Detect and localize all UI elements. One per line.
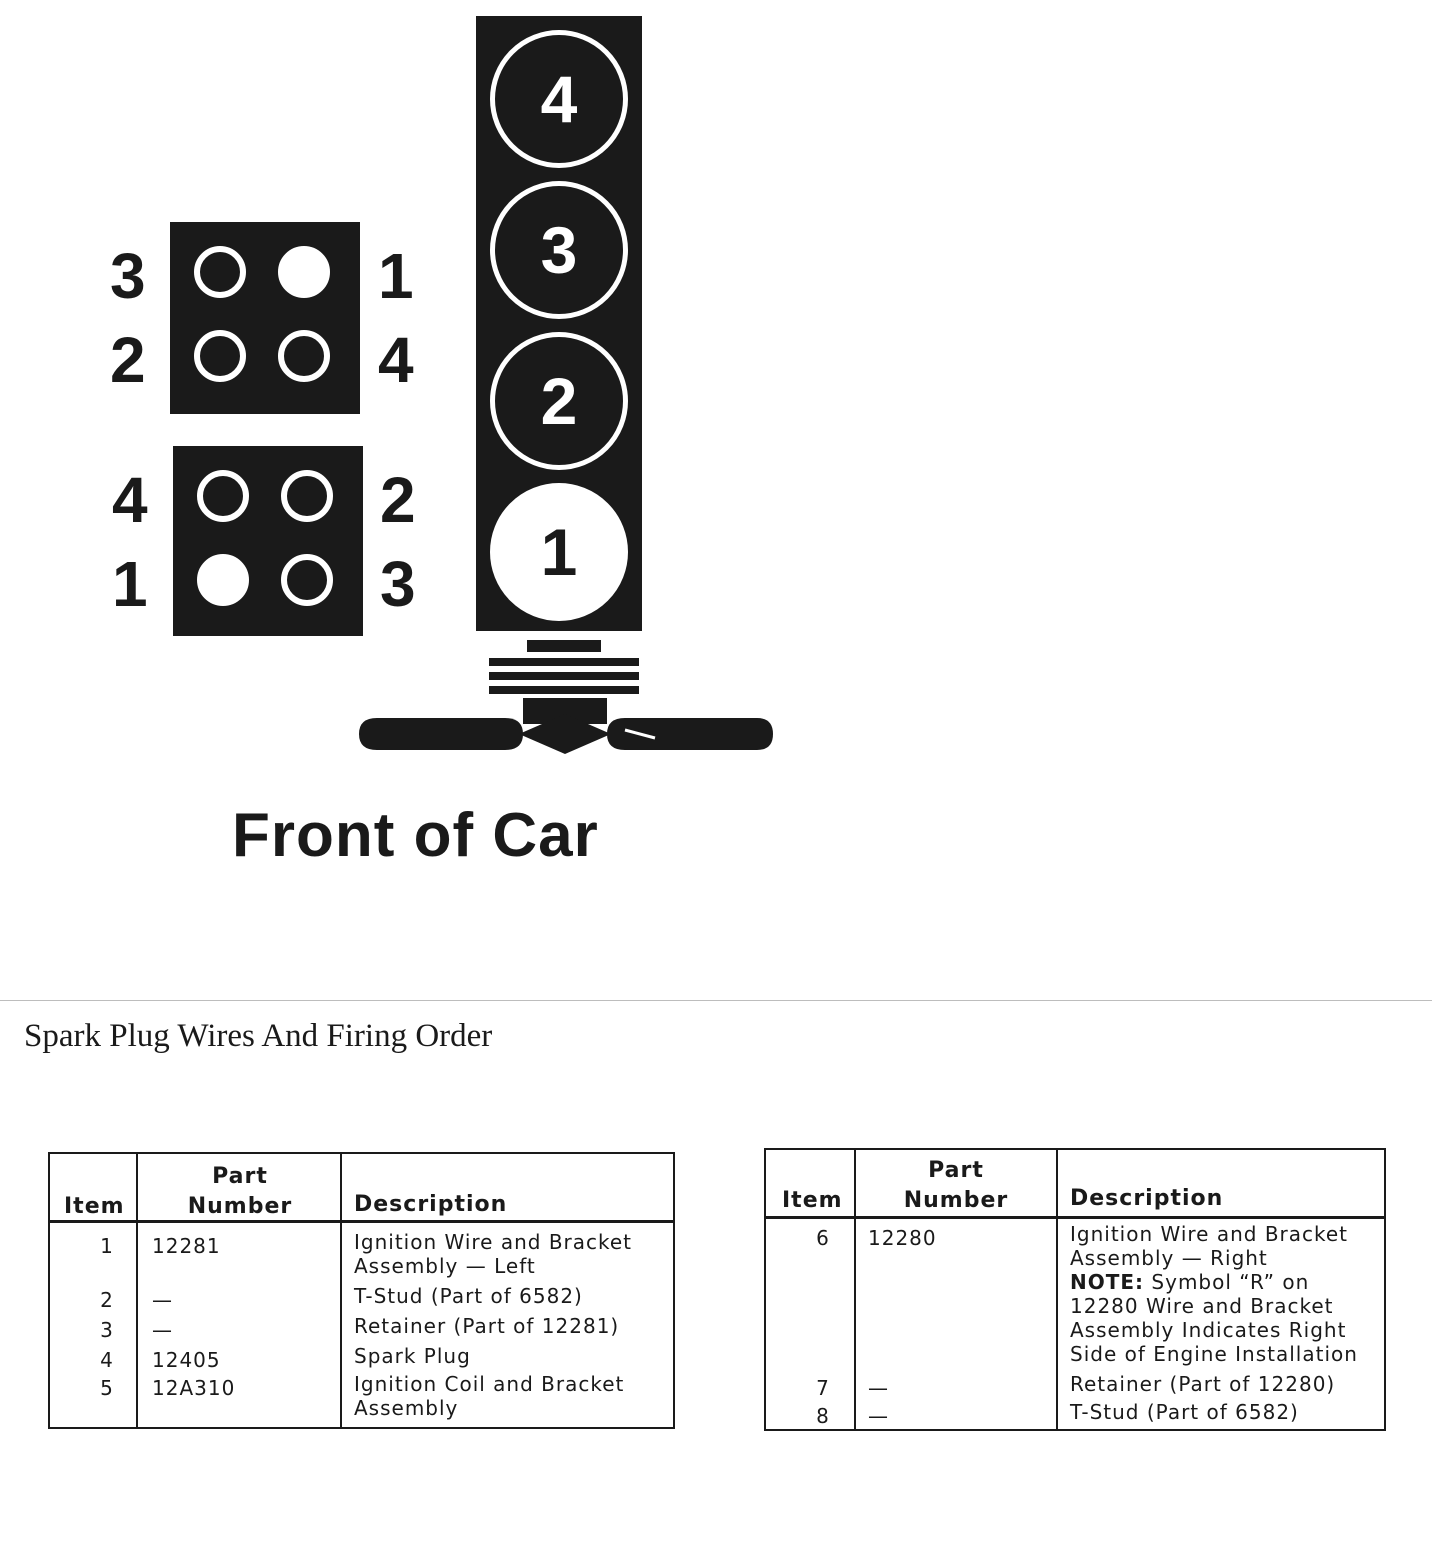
- header-description: Description: [354, 1192, 508, 1217]
- cell-part-number: 12281: [152, 1234, 221, 1258]
- cylinder-bank: [476, 16, 642, 631]
- coil-tower: [278, 330, 330, 382]
- cell-item: 8: [816, 1404, 830, 1428]
- coil-tower: [194, 330, 246, 382]
- cell-part-number: —: [152, 1288, 173, 1312]
- header-item: Item: [64, 1194, 125, 1219]
- header-part-number: Part Number: [187, 1164, 293, 1219]
- cylinder-2: 2: [490, 332, 628, 470]
- header-part-number: Part Number: [903, 1158, 1009, 1213]
- figure-caption: Spark Plug Wires And Firing Order: [24, 1018, 493, 1054]
- cylinder-4: 4: [490, 30, 628, 168]
- cell-part-number: —: [868, 1376, 889, 1400]
- cell-item: 4: [100, 1348, 114, 1372]
- cell-description: T-Stud (Part of 6582): [354, 1284, 583, 1308]
- cell-part-number: —: [152, 1318, 173, 1342]
- coil-tower-active: [197, 554, 249, 606]
- cylinder-1: 1: [490, 483, 628, 621]
- header-item: Item: [782, 1188, 843, 1213]
- crank-pulley-icon: [355, 636, 775, 756]
- coil-lower-label-right-top: 2: [380, 464, 416, 536]
- cell-item: 7: [816, 1376, 830, 1400]
- coil-upper-label-left-bottom: 2: [110, 324, 146, 396]
- cell-part-number: 12A310: [152, 1376, 236, 1400]
- coil-tower: [281, 470, 333, 522]
- section-divider: [0, 1000, 1432, 1001]
- coil-upper-label-right-top: 1: [378, 240, 414, 312]
- cell-part-number: —: [868, 1404, 889, 1428]
- cell-description: Retainer (Part of 12280): [1070, 1372, 1336, 1396]
- cell-description: Retainer (Part of 12281): [354, 1314, 620, 1338]
- parts-table-right: [764, 1148, 1386, 1431]
- parts-table-left: [48, 1152, 675, 1429]
- cell-item: 2: [100, 1288, 114, 1312]
- coil-upper-label-left-top: 3: [110, 240, 146, 312]
- cell-description: T-Stud (Part of 6582): [1070, 1400, 1299, 1424]
- coil-lower-label-left-top: 4: [112, 464, 148, 536]
- cylinder-3: 3: [490, 181, 628, 319]
- cell-part-number: 12405: [152, 1348, 221, 1372]
- coil-pack-upper: [170, 222, 360, 414]
- cell-part-number: 12280: [868, 1226, 937, 1250]
- table-header: [50, 1154, 673, 1223]
- cell-item: 1: [100, 1234, 114, 1258]
- cell-item: 5: [100, 1376, 114, 1400]
- coil-tower: [197, 470, 249, 522]
- cell-description: Ignition Wire and Bracket Assembly — Left: [354, 1230, 633, 1278]
- note-label: NOTE:: [1070, 1270, 1145, 1294]
- coil-upper-label-right-bottom: 4: [378, 324, 414, 396]
- coil-tower: [281, 554, 333, 606]
- cell-item: 6: [816, 1226, 830, 1250]
- table-header: [766, 1150, 1384, 1219]
- cell-item: 3: [100, 1318, 114, 1342]
- coil-lower-label-left-bottom: 1: [112, 548, 148, 620]
- coil-pack-lower: [173, 446, 363, 636]
- header-description: Description: [1070, 1186, 1224, 1211]
- coil-tower: [194, 246, 246, 298]
- cell-description: Ignition Wire and Bracket Assembly — Right NOTE: Symbol “R” on 12280 Wire and Bracket Assembly Indicates Right Side of Engine Installation: [1070, 1222, 1358, 1366]
- firing-order-diagram: [0, 0, 800, 900]
- front-of-car-label: Front of Car: [232, 801, 599, 870]
- cell-description: Spark Plug: [354, 1344, 471, 1368]
- coil-lower-label-right-bottom: 3: [380, 548, 416, 620]
- coil-tower-active: [278, 246, 330, 298]
- cell-description: Ignition Coil and Bracket Assembly: [354, 1372, 625, 1420]
